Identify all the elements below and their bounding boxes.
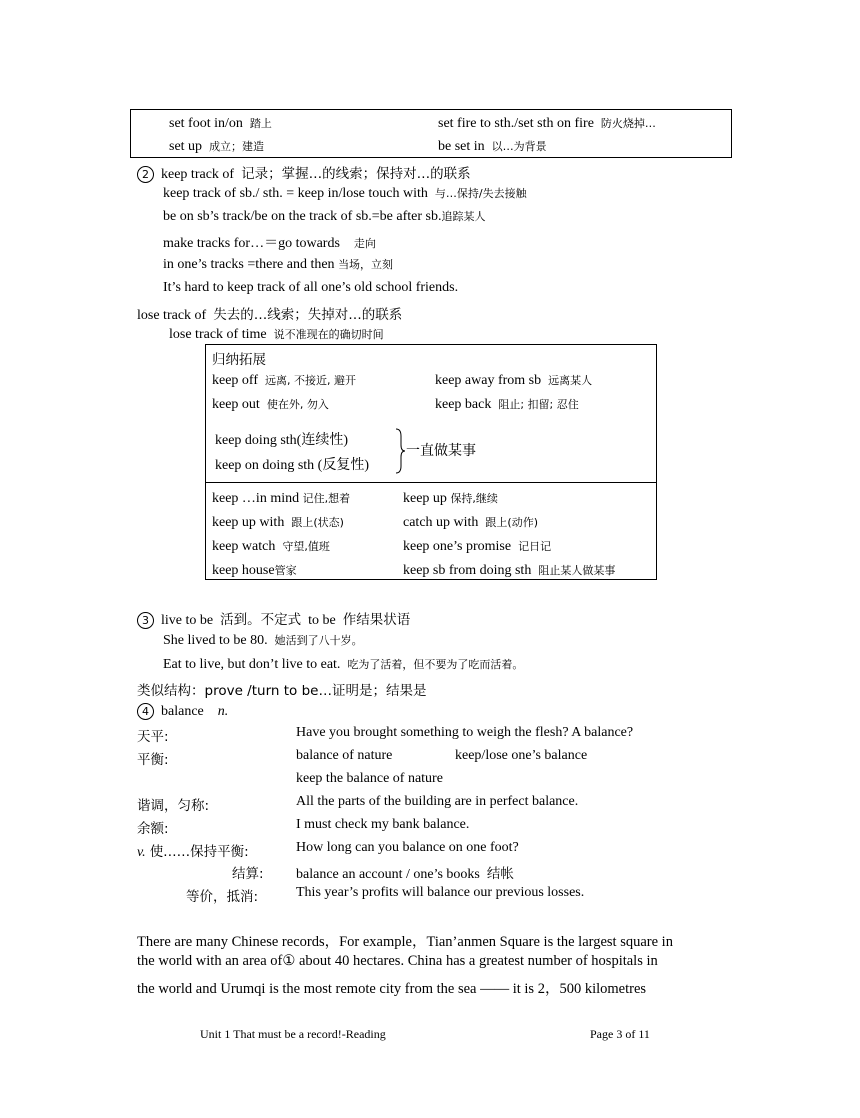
phrase-keep-sb-from: keep sb from doing sth 阻止某人做某事 — [403, 563, 616, 578]
item-2-line: be on sb’s track/be on the track of sb.=be after sb.追踪某人 — [163, 209, 486, 224]
box-divider — [206, 482, 656, 483]
phrase-set-foot: set foot in/on 踏上 — [169, 116, 272, 131]
phrase-catch-up-with: catch up with 跟上(动作) — [403, 515, 539, 530]
item-2-line: make tracks for…＝go towards 走向 — [163, 236, 376, 251]
meaning-example: How long can you balance on one foot? — [296, 840, 519, 855]
similar-structure: 类似结构：prove /turn to be…证明是；结果是 — [137, 683, 427, 699]
item-number: 2 — [137, 166, 154, 183]
meaning-example: All the parts of the building are in perfect balance. — [296, 794, 579, 809]
item-2-heading: 2 keep track of 记录；掌握…的线索；保持对…的联系 — [137, 162, 471, 183]
item-number: 4 — [137, 703, 154, 720]
item-number: 3 — [137, 612, 154, 629]
item-3-example: She lived to be 80. 她活到了八十岁。 — [163, 633, 363, 648]
meaning-example: balance of nature — [296, 748, 393, 763]
item-2-line: in one’s tracks =there and then 当场，立刻 — [163, 257, 394, 272]
item-3-example: Eat to live, but don’t live to eat. 吃为了活着，但不要为了吃而活着。 — [163, 657, 524, 672]
lose-track-heading: lose track of 失去的…线索；失掉对…的联系 — [137, 307, 403, 323]
lose-track-time: lose track of time 说不准现在的确切时间 — [169, 327, 384, 342]
reading-paragraph-line: the world with an area of① about 40 hectares. China has a greatest number of hospitals in — [137, 953, 658, 969]
meaning-label: 余额: — [137, 821, 169, 837]
reading-paragraph-line: the world and Urumqi is the most remote city from the sea —— it is 2，500 kilometres — [137, 981, 647, 997]
meaning-example: I must check my bank balance. — [296, 817, 470, 832]
phrase-keep-off: keep off 远离, 不接近, 避开 — [212, 373, 356, 388]
phrase-keep-house: keep house管家 — [212, 563, 297, 578]
meaning-example: balance an account / one’s books 结帐 — [296, 866, 514, 882]
phrase-keep-promise: keep one’s promise 记日记 — [403, 539, 552, 554]
meaning-label: v. 使……保持平衡: — [137, 844, 249, 860]
phrase-keep-doing: keep doing sth(连续性) — [215, 433, 348, 448]
box-title: 归纳拓展 — [212, 352, 266, 368]
curly-brace-icon — [394, 428, 406, 474]
meaning-label: 谐调，匀称: — [137, 798, 210, 814]
item-4-heading: 4 balance n. — [137, 703, 228, 720]
meaning-example: Have you brought something to weigh the flesh? A balance? — [296, 725, 634, 740]
item-3-heading: 3 live to be 活到。不定式 to be 作结果状语 — [137, 608, 410, 629]
page-number: Page 3 of 11 — [590, 1027, 650, 1041]
phrase-keep-away: keep away from sb 远离某人 — [435, 373, 593, 388]
meaning-label: 天平: — [137, 729, 169, 745]
phrase-keep-up-with: keep up with 跟上(状态) — [212, 515, 344, 530]
meaning-label: 等价，抵消: — [186, 889, 259, 905]
phrase-set-fire: set fire to sth./set sth on fire 防火烧掉… — [438, 116, 656, 131]
phrase-set-up: set up 成立；建造 — [169, 139, 265, 154]
phrase-keep-on-doing: keep on doing sth (反复性) — [215, 458, 369, 473]
meaning-example: This year’s profits will balance our previous losses. — [296, 885, 585, 900]
meaning-example: keep/lose one’s balance — [455, 748, 588, 763]
phrase-keep-watch: keep watch 守望,值班 — [212, 539, 330, 554]
reading-paragraph-line: There are many Chinese records，For example，Tian’anmen Square is the largest square in — [137, 934, 673, 950]
meaning-label: 结算: — [232, 866, 264, 882]
item-2-example: It’s hard to keep track of all one’s old school friends. — [163, 280, 459, 295]
footer-title: Unit 1 That must be a record!-Reading — [200, 1027, 386, 1041]
meaning-example: keep the balance of nature — [296, 771, 443, 786]
phrase-keep-back: keep back 阻止; 扣留; 忍住 — [435, 397, 579, 412]
phrase-keep-out: keep out 使在外, 勿入 — [212, 397, 329, 412]
item-2-line: keep track of sb./ sth. = keep in/lose touch with 与…保持/失去接触 — [163, 186, 527, 201]
phrase-keep-in-mind: keep …in mind 记住,想着 — [212, 491, 351, 506]
meaning-label: 平衡: — [137, 752, 169, 768]
keep-doing-meaning: 一直做某事 — [406, 443, 476, 459]
phrase-be-set-in: be set in 以…为背景 — [438, 139, 547, 154]
phrase-keep-up: keep up 保持,继续 — [403, 491, 498, 506]
